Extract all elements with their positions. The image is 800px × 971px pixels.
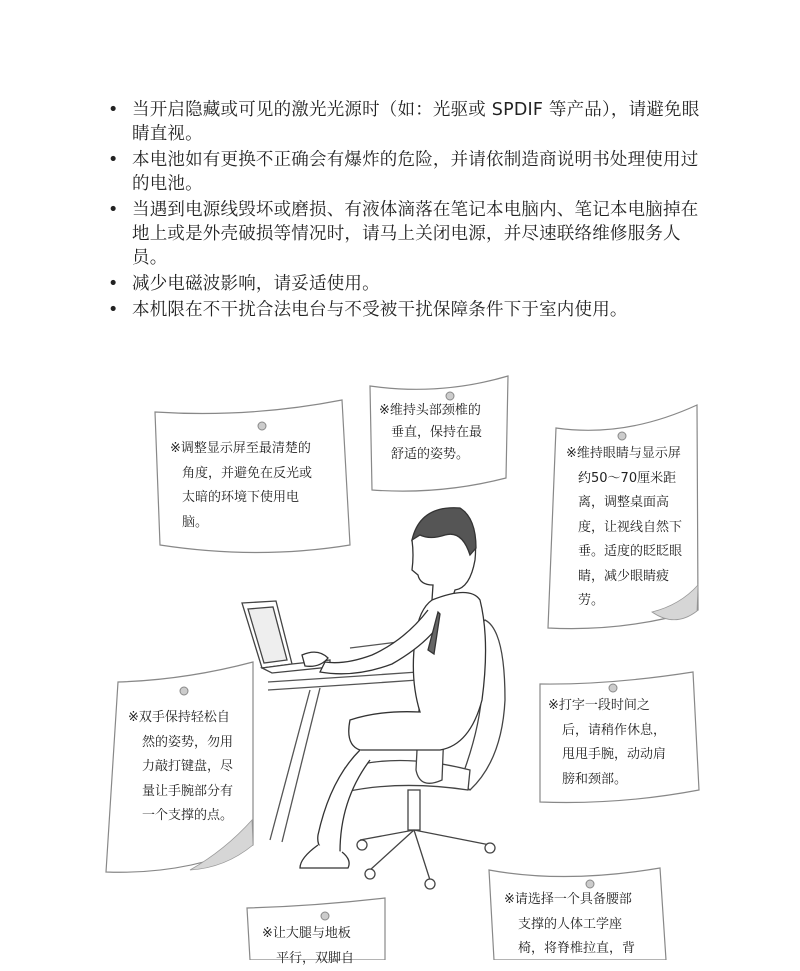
note-thighs: ※让大腿与地板 平行，双脚自: [262, 926, 355, 966]
note-chair: ※请选择一个具备腰部 支撑的人体工学座 椅，将脊椎拉直，背: [504, 892, 636, 956]
bullet-item: • 当开启隐藏或可见的激光光源时（如：光驱或 SPDIF 等产品），请避免眼睛直视。: [108, 100, 700, 144]
note-eyes: ※维持眼睛与显示屏 约50～70厘米距 离，调整桌面高 度，让视线自然下 垂。适度的眨眨眼 睛，减少眼睛疲 劳。: [566, 446, 683, 608]
bullet-item: • 本机限在不干扰合法电台与不受被干扰保障条件下于室内使用。: [108, 300, 628, 320]
bullet-item: • 减少电磁波影响，请妥适使用。: [108, 274, 380, 294]
note-head: ※维持头部颈椎的 垂直，保持在最 舒适的姿势。: [379, 403, 483, 462]
bullet-item: • 当遇到电源线毁坏或磨损、有液体滴落在笔记本电脑内、笔记本电脑掉在地上或是外壳破损等情况时，请马上关闭电源，并尽速联络维修服务人员。: [108, 200, 699, 268]
seated-person: [300, 508, 486, 868]
bullet-item: • 本电池如有更换不正确会有爆炸的危险，并请依制造商说明书处理使用过的电池。: [108, 150, 699, 194]
note-display: ※调整显示屏至最清楚的 角度，并避免在反光或 太暗的环境下使用电 脑。: [170, 441, 313, 530]
note-break: ※打字一段时间之 后，请稍作休息， 甩甩手腕，动动肩 膀和颈部。: [548, 698, 667, 787]
note-hands: ※双手保持轻松自 然的姿势，勿用 力敲打键盘，尽 量让手腕部分有 一个支撑的点。: [128, 710, 234, 823]
